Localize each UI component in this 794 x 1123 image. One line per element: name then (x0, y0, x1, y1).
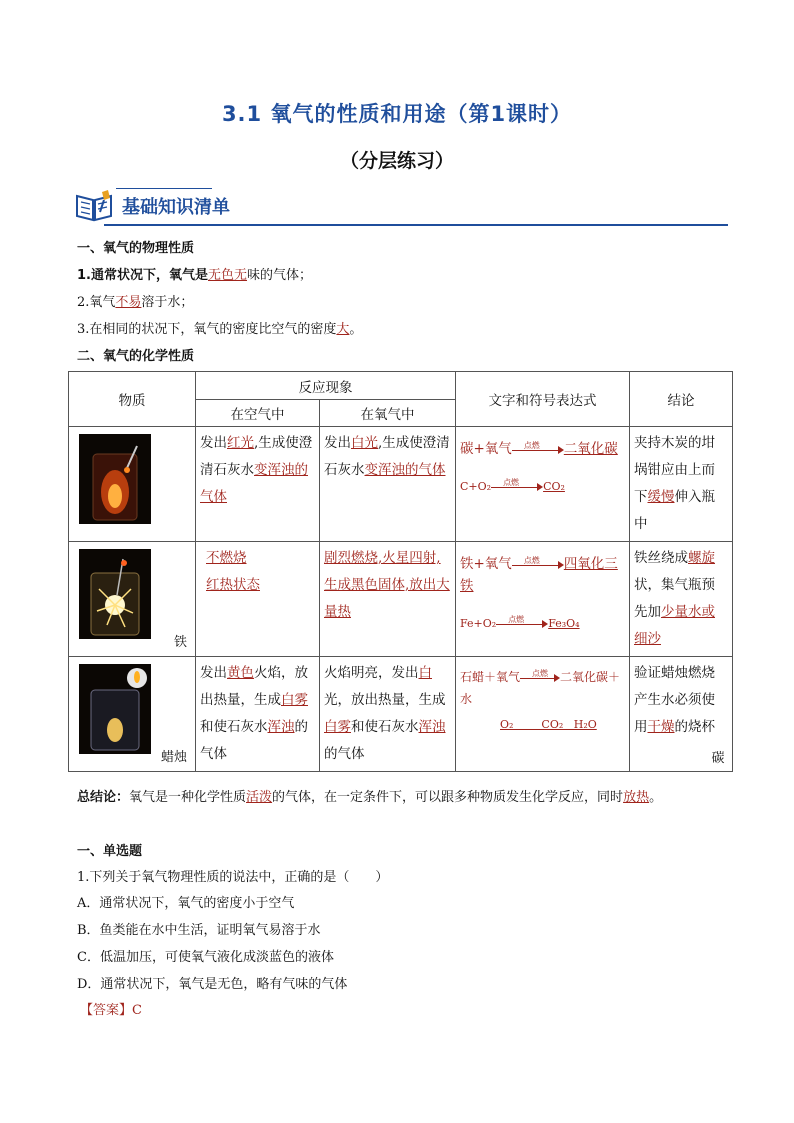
candle-photo (79, 664, 151, 754)
conclusion-cell: 铁丝绕成螺旋状，集气瓶预先加少量水或细沙 (630, 542, 733, 657)
reaction-arrow: 点燃 (512, 559, 564, 571)
header-expression: 文字和符号表达式 (456, 372, 630, 427)
table-row (69, 657, 733, 772)
page-title: 3.1 氧气的性质和用途（第1课时） (221, 102, 573, 126)
option-a: A．通常状况下，氧气的密度小于空气 (77, 896, 295, 911)
substance-cell (69, 657, 196, 772)
summary-line: 总结论：氧气是一种化学性质活泼的气体，在一定条件下，可以跟多种物质发生化学反应，同时放热。 (77, 790, 663, 805)
physical-line-3: 3.在相同的状况下，氧气的密度比空气的密度大。 (77, 322, 363, 337)
banner-top-line (116, 188, 212, 189)
header-phenomenon: 反应现象 (196, 372, 456, 400)
header-in-oxygen: 在氧气中 (320, 400, 456, 427)
substance-cell (69, 542, 196, 657)
quiz-heading: 一、单选题 (77, 844, 143, 859)
section-banner (74, 186, 728, 226)
conclusion-cell: 夹持木炭的坩埚钳应由上而下缓慢伸入瓶中 (630, 427, 733, 542)
reaction-table (68, 371, 733, 772)
reaction-arrow: 点燃 (491, 481, 543, 493)
answer-line: 【答案】C (80, 1003, 142, 1018)
banner-rule (104, 224, 728, 226)
substance-label: 蜡烛 (160, 750, 187, 765)
page-subtitle: （分层练习） (339, 150, 454, 172)
reaction-arrow: 点燃 (512, 444, 564, 456)
option-d: D．通常状况下，氧气是无色，略有气味的气体 (77, 977, 348, 992)
oxygen-phenomenon: 发出白光,生成使澄清石灰水变浑浊的气体 (320, 427, 456, 542)
oxygen-phenomenon: 剧烈燃烧,火星四射,生成黑色固体,放出大量热 (320, 542, 456, 657)
substance-label: 铁 (173, 635, 187, 650)
option-c: C．低温加压，可使氧气液化成淡蓝色的液体 (77, 950, 334, 965)
chemical-heading: 二、氧气的化学性质 (77, 349, 195, 364)
air-phenomenon: 发出红光,生成使澄清石灰水变浑浊的气体 (196, 427, 320, 542)
book-icon (74, 188, 114, 222)
banner-title: 基础知识清单 (122, 197, 230, 218)
reaction-arrow: 点燃 (520, 672, 560, 684)
table-row (69, 542, 733, 657)
air-phenomenon: 发出黄色火焰，放出热量，生成白雾和使石灰水浑浊的气体 (196, 657, 320, 772)
formula-line: O₂ CO₂ H₂O (500, 718, 597, 731)
header-conclusion: 结论 (630, 372, 733, 427)
physical-heading: 一、氧气的物理性质 (77, 241, 195, 256)
air-phenomenon: 不燃烧 红热状态 (196, 542, 320, 657)
substance-label: 碳 (711, 750, 725, 766)
expression-cell: 铁+氧气 点燃 四氧化三铁 Fe+O₂ 点燃 Fe₃O₄ (456, 542, 630, 657)
jar-flame-icon (79, 434, 151, 524)
header-substance: 物质 (69, 372, 196, 427)
jar-sparks-icon (79, 549, 151, 639)
conclusion-cell: 验证蜡烛燃烧产生水必须使用干燥的烧杯 (630, 657, 733, 772)
table-row (69, 427, 733, 542)
expression-cell: 碳+氧气 点燃 二氧化碳 C+O₂ 点燃 CO₂ (456, 427, 630, 542)
reaction-arrow: 点燃 (496, 618, 548, 630)
physical-line-2: 2.氧气不易溶于水； (77, 295, 194, 310)
oxygen-phenomenon: 火焰明亮，发出白光，放出热量，生成白雾和使石灰水浑浊的气体 (320, 657, 456, 772)
header-in-air: 在空气中 (196, 400, 320, 427)
question-text: 1.下列关于氧气物理性质的说法中，正确的是（ ） (77, 870, 389, 885)
iron-photo (79, 549, 151, 639)
carbon-photo (79, 434, 151, 524)
candle-jar-icon (79, 664, 151, 754)
expression-cell: 石蜡＋氧气 点燃 二氧化碳＋水 O₂ CO₂ H₂O (456, 657, 630, 772)
physical-line-1: 1.通常状况下，氧气是无色无味的气体； (77, 268, 313, 283)
option-b: B．鱼类能在水中生活，证明氧气易溶于水 (77, 923, 321, 938)
